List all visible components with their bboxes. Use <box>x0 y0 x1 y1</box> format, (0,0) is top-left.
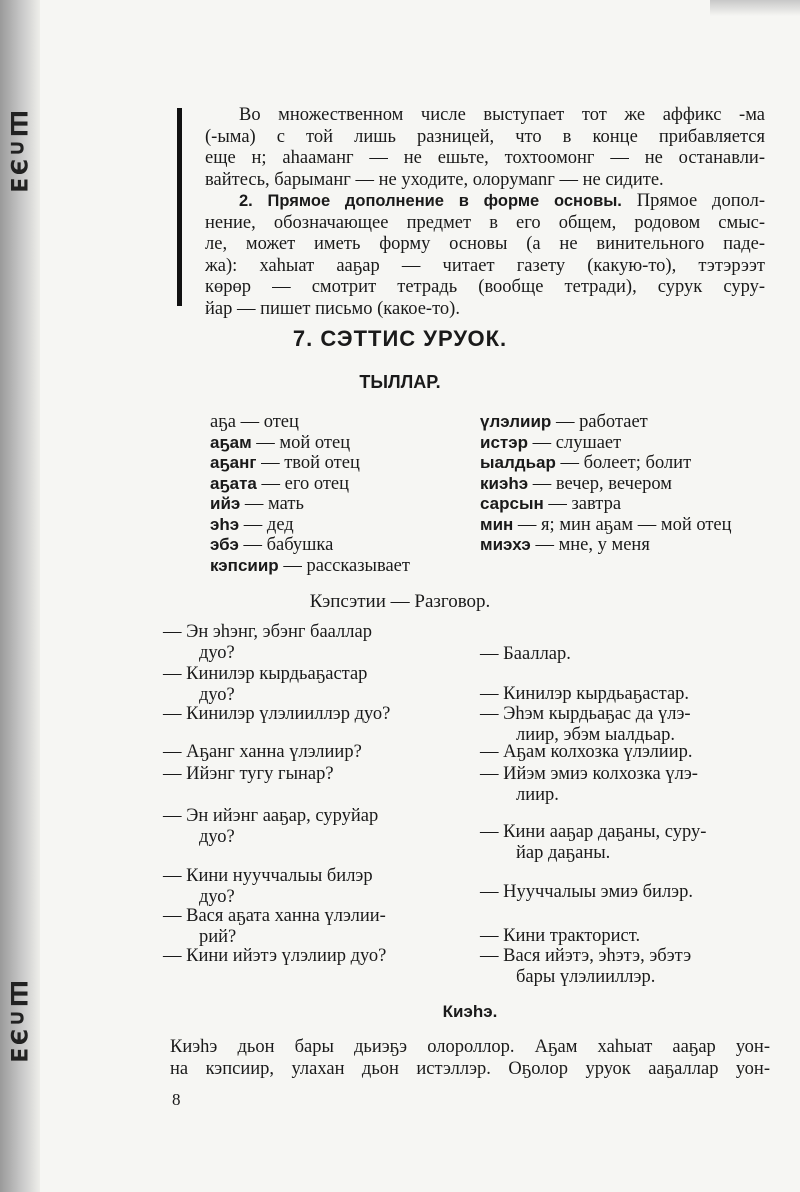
intro-line: еще н; аhааманг — не ешьте, тохтоомонг — не останавли- <box>205 148 765 168</box>
dialog-line: бары үлэлииллэр. <box>516 967 656 987</box>
dialog-line: — Аҕам колхозка үлэлиир. <box>480 742 693 762</box>
vocabulary-word: мин <box>480 514 514 534</box>
direct-object-line: нение, обозначающее предмет в его общем, родовом смыс- <box>205 212 765 233</box>
vocabulary-gloss: — я; мин аҕам — мой отец <box>517 514 732 535</box>
vocabulary-entry <box>480 453 732 474</box>
vocabulary-gloss: — дед <box>243 514 294 535</box>
vocabulary-gloss: — его отец <box>261 473 350 494</box>
dialog-line: — Кинилэр кырдьаҕастар. <box>480 684 690 704</box>
story-line: на кэпсиир, улахан дьон истэллэр. Оҕолор уруок ааҕаллар уон- <box>170 1059 770 1079</box>
dialog-answer <box>480 926 640 947</box>
dialog-question <box>163 946 386 967</box>
vocabulary-word: аҕата <box>210 473 257 493</box>
dialog-question <box>163 866 373 908</box>
direct-object-first-line <box>205 191 765 213</box>
vocabulary-gloss: — работает <box>555 412 648 432</box>
dialog-line: — Кини нууччалыы билэр <box>163 866 373 886</box>
vocabulary-entry <box>480 535 732 556</box>
dialog-answer <box>480 822 706 864</box>
dialog-line: дуо? <box>199 827 235 847</box>
vocabulary-entry <box>210 433 410 454</box>
vocabulary-left-column <box>210 412 410 576</box>
dialog-question <box>163 742 362 763</box>
vocabulary-word: үлэлиир <box>480 412 552 431</box>
intro-line: вайтесь, барыманг — не уходите, олорумаnг — не сидите. <box>205 169 664 190</box>
vocabulary-word: кэпсиир <box>210 555 279 575</box>
lesson-title: 7. СЭТТИС УРУОК. <box>292 326 508 351</box>
vocabulary-word: сарсын <box>480 494 544 513</box>
dialog-answer <box>480 742 693 763</box>
vocabulary-word: эбэ <box>210 535 239 554</box>
dialog-line: — Кини ааҕар даҕаны, суру- <box>480 822 707 842</box>
vocabulary-word: аҕа <box>210 412 236 432</box>
dialog-answer <box>480 764 698 806</box>
dialog-line: — Нууччалыы эмиэ билэр. <box>480 882 693 902</box>
vocabulary-word: ийэ <box>210 494 241 513</box>
dialog-line: — Кини тракторист. <box>480 926 641 946</box>
intro-line: (-ыма) с той лишь разницей, что в конце прибавляется <box>205 126 765 147</box>
dialog-answer <box>480 882 693 903</box>
dialog-question <box>163 764 334 785</box>
page-number: 8 <box>172 1090 181 1109</box>
margin-bar <box>177 108 182 306</box>
direct-object-paragraph <box>205 191 765 320</box>
vocabulary-entry <box>480 515 732 536</box>
conversation-heading: Кэпсэтии — Разговор. <box>309 591 491 612</box>
vocabulary-gloss: — отец <box>240 412 299 432</box>
dialog-line: — Аҕанг ханна үлэлиир? <box>163 742 362 762</box>
dialog-line: — Эн ийэнг ааҕар, суруйар <box>163 806 379 826</box>
vocabulary-word: аҕам <box>210 432 252 452</box>
dialog-answer <box>480 704 691 746</box>
vocabulary-entry <box>210 494 410 515</box>
story-paragraph <box>170 1036 770 1080</box>
dialog-line: — Ийэм эмиэ колхозка үлэ- <box>480 764 698 784</box>
direct-object-line: Прямое допол- <box>636 191 765 211</box>
dialog-line: лиир. <box>516 785 559 805</box>
direct-object-line: ле, может иметь форму основы (а не винительного паде- <box>205 234 765 254</box>
spine-stamp-top: Ш∩ЭƎ <box>5 110 30 195</box>
vocabulary-entry <box>210 474 410 495</box>
vocabulary-entry <box>480 494 732 515</box>
vocabulary-entry <box>210 535 410 556</box>
direct-object-heading: 2. Прямое дополнение в форме основы. <box>239 192 622 210</box>
dialog-question <box>163 806 378 848</box>
intro-paragraph <box>205 105 765 191</box>
direct-object-line: көрөр — смотрит тетрадь (вообще тетради), сурук суру- <box>205 277 765 297</box>
dialog-line: лиир, эбэм ыалдьар. <box>516 725 675 745</box>
vocabulary-gloss: — болеет; болит <box>560 453 692 473</box>
vocabulary-entry <box>210 515 410 536</box>
vocabulary-word: ыалдьар <box>480 453 556 472</box>
vocabulary-entry <box>210 556 410 577</box>
vocabulary-entry <box>480 412 732 433</box>
dialog-answer <box>480 946 691 988</box>
dialog-line: — Кинилэр үлэлииллэр дуо? <box>163 704 391 724</box>
dialog-line: дуо? <box>199 643 235 663</box>
vocabulary-heading: ТЫЛЛАР. <box>359 372 441 392</box>
vocabulary-word: истэр <box>480 432 529 452</box>
dialog-line: йар даҕаны. <box>516 843 611 863</box>
vocabulary-gloss: — завтра <box>548 494 622 514</box>
dialog-answer <box>480 684 689 705</box>
vocabulary-word: эhэ <box>210 514 240 534</box>
paper-stain <box>710 0 800 16</box>
vocabulary-right-column <box>480 412 732 556</box>
vocabulary-gloss: — мой отец <box>256 432 351 453</box>
dialog-line: дуо? <box>199 887 235 907</box>
vocabulary-gloss: — рассказывает <box>283 555 410 576</box>
dialog-line: рий? <box>199 927 237 947</box>
dialog-line: дуо? <box>199 685 235 705</box>
dialog-line: — Ийэнг тугу гынар? <box>163 764 334 784</box>
vocabulary-word: киэhэ <box>480 473 529 493</box>
vocabulary-gloss: — вечер, вечером <box>532 473 673 494</box>
story-line: Киэhэ дьон бары дьиэҕэ олороллор. Аҕам хаhыат ааҕар уон- <box>170 1037 770 1057</box>
dialog-line: — Вася ийэтэ, эhэтэ, эбэтэ <box>480 946 692 966</box>
vocabulary-gloss: — бабушка <box>243 535 334 555</box>
dialog-question <box>163 664 367 706</box>
dialog-line: — Эн эhэнг, эбэнг бааллар <box>163 622 372 642</box>
vocabulary-entry <box>480 474 732 495</box>
evening-heading: Киэhэ. <box>442 1002 498 1021</box>
dialog-line: — Бааллар. <box>480 644 571 664</box>
dialog-line: — Кинилэр кырдьаҕастар <box>163 664 368 684</box>
dialog-line: — Эhэм кырдьаҕас да үлэ- <box>480 704 691 724</box>
vocabulary-gloss: — мать <box>244 494 304 514</box>
vocabulary-entry <box>210 412 410 433</box>
vocabulary-word: аҕанг <box>210 453 257 472</box>
vocabulary-gloss: — твой отец <box>261 453 360 473</box>
vocabulary-word: миэхэ <box>480 535 531 554</box>
dialog-question <box>163 704 390 725</box>
direct-object-line: йар — пишет письмо (какое-то). <box>205 298 460 319</box>
vocabulary-gloss: — мне, у меня <box>535 535 650 555</box>
intro-line: Во множественном числе выступает тот же аффикс -ма <box>239 105 765 125</box>
dialog-line: — Кини ийэтэ үлэлиир дуо? <box>163 946 387 966</box>
vocabulary-entry <box>210 453 410 474</box>
dialog-question <box>163 906 386 948</box>
dialog-question <box>163 622 372 664</box>
spine-stamp-bottom: Ш∩ЭƎ <box>5 980 30 1065</box>
direct-object-line: жа): хаhыат ааҕар — читает газету (какую-то), тэтэрээт <box>205 255 765 276</box>
dialog-answer <box>480 644 571 665</box>
vocabulary-gloss: — слушает <box>532 432 622 453</box>
dialog-line: — Вася аҕата ханна үлэлии- <box>163 906 386 926</box>
vocabulary-entry <box>480 433 732 454</box>
